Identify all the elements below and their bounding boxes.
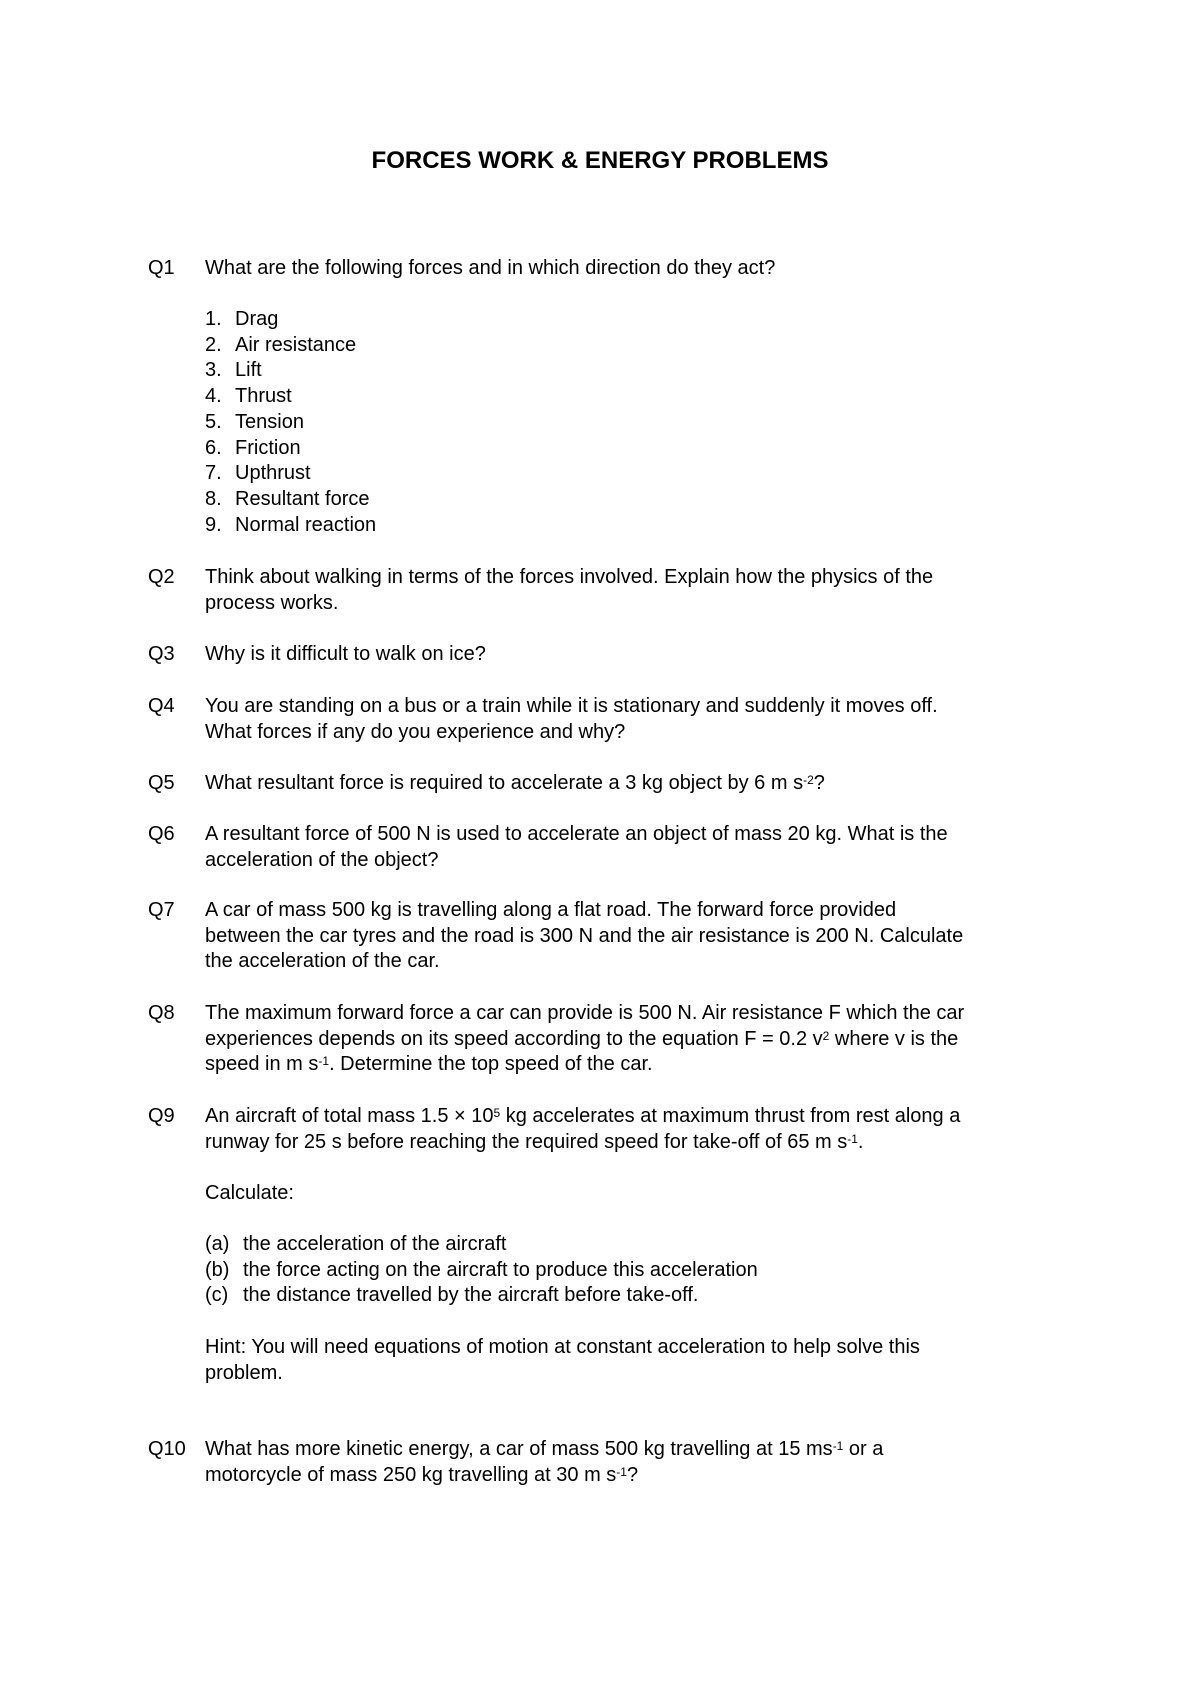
list-item: 9. Normal reaction	[205, 513, 377, 536]
question-5	[148, 771, 1050, 797]
question-10	[148, 1437, 1050, 1488]
hint-text: Hint: You will need equations of motion at constant acceleration to help solve this problem.	[205, 1336, 920, 1384]
question-number: Q9	[148, 1105, 175, 1127]
question-text: A resultant force of 500 N is used to accelerate an object of mass 20 kg. What is the acceleration of the object?	[205, 823, 948, 871]
question-text: An aircraft of total mass $1.5 \times 10^5$ kg accelerates at maximum thrust from rest along a runway for 25 s before reaching the required speed for take-off of 65 m $s^{-1}$.	[205, 1105, 961, 1153]
question-number: Q1	[148, 257, 175, 279]
question-number: Q8	[148, 1002, 175, 1024]
question-number: Q5	[148, 772, 175, 794]
question-text: A car of mass 500 kg is travelling along a flat road. The forward force provided between the car tyres and the road is 300 N and the air resistance is 200 N. Calculate the acceleration of the car.	[205, 899, 964, 972]
list-item: (a) the acceleration of the aircraft	[205, 1233, 507, 1255]
question-3	[148, 642, 1050, 668]
question-number: Q3	[148, 643, 175, 665]
list-item: 8. Resultant force	[205, 487, 370, 510]
question-8	[148, 1001, 1050, 1078]
question-text: Why is it difficult to walk on ice?	[205, 643, 486, 665]
list-item: 6. Friction	[205, 436, 301, 459]
question-2	[148, 565, 1050, 616]
question-1	[148, 256, 1050, 282]
question-number: Q4	[148, 695, 175, 717]
question-7	[148, 898, 1050, 975]
question-9	[148, 1104, 1050, 1155]
list-item: 7. Upthrust	[205, 462, 311, 485]
question-text: What are the following forces and in which direction do they act?	[205, 257, 776, 279]
list-item: 1. Drag	[205, 308, 279, 330]
question-text: Think about walking in terms of the forces involved. Explain how the physics of the process works.	[205, 566, 934, 614]
list-item: 5. Tension	[205, 410, 304, 433]
question-text: What resultant force is required to accelerate a 3 kg object by 6 m $s^{-2}$?	[205, 772, 825, 794]
list-item: 4. Thrust	[205, 385, 292, 408]
list-item: 3. Lift	[205, 359, 262, 382]
question-text: What has more kinetic energy, a car of mass 500 kg travelling at 15 $ms^{-1}$ or a motorcycle of mass 250 kg travelling at 30 m $s^{-1}$?	[205, 1438, 884, 1486]
list-item: (c) the distance travelled by the aircraft before take-off.	[205, 1284, 699, 1306]
list-item: 2. Air resistance	[205, 333, 357, 356]
question-number: Q6	[148, 823, 175, 845]
question-number: Q10	[148, 1438, 186, 1460]
question-number: Q7	[148, 899, 175, 921]
sub-parts-list	[205, 1232, 1050, 1309]
question-6	[148, 822, 1050, 873]
question-4	[148, 694, 1050, 745]
forces-list	[205, 307, 376, 538]
question-text: The maximum forward force a car can provide is 500 N. Air resistance F which the car experiences depends on its speed according to the equation F = 0.2 $v^2$ where v is the speed in m $s^{-1}$. Determine the top speed of the car.	[205, 1002, 965, 1075]
page-title: FORCES WORK & ENERGY PROBLEMS	[371, 147, 829, 174]
question-number: Q2	[148, 566, 175, 588]
question-text: You are standing on a bus or a train while it is stationary and suddenly it moves off. What forces if any do you experience and why?	[205, 695, 938, 743]
calculate-label: Calculate:	[205, 1182, 294, 1204]
list-item: (b) the force acting on the aircraft to produce this acceleration	[205, 1258, 758, 1281]
